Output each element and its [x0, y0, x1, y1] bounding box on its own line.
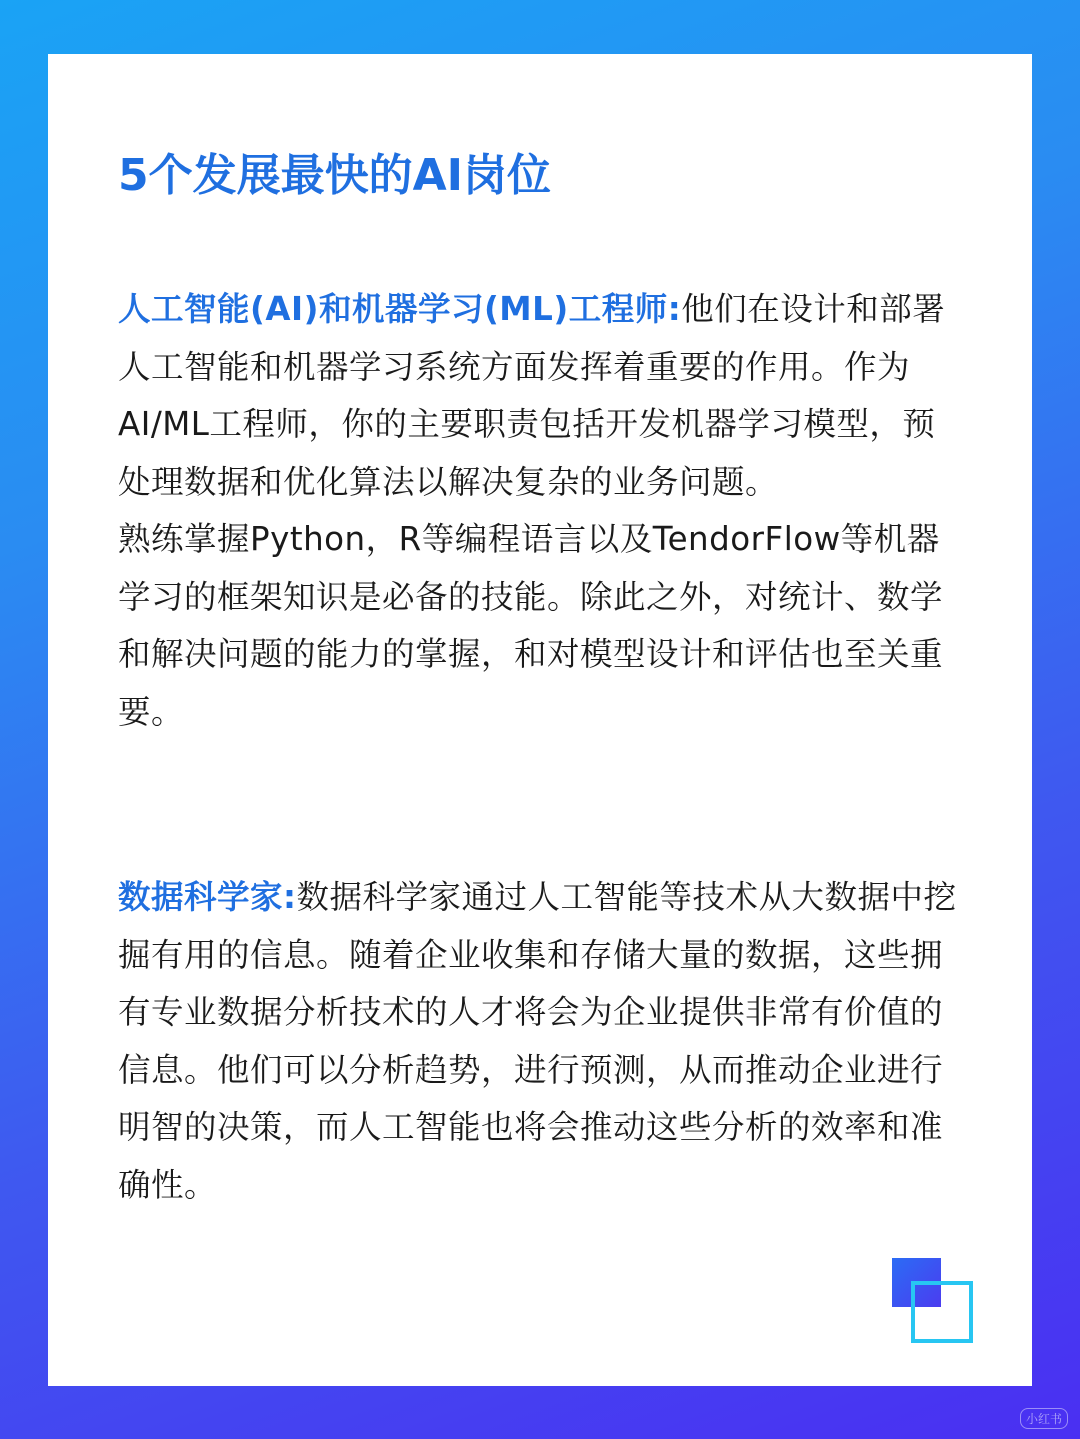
page-title: 5个发展最快的AI岗位 [118, 150, 552, 201]
section-ai-ml-engineer [118, 281, 964, 741]
section-data-scientist [118, 869, 964, 1214]
section-paragraph [118, 281, 964, 511]
outline-square-shape [911, 1281, 973, 1343]
watermark: 小红书 [1020, 1408, 1068, 1429]
section-text: 数据科学家通过人工智能等技术从大数据中挖掘有用的信息。随着企业收集和存储大量的数据，这些拥有专业数据分析技术的人才将会为企业提供非常有价值的信息。他们可以分析趋势，进行预测，从而推动企业进行明智的决策，而人工智能也将会推动这些分析的效率和准确性。 [118, 878, 957, 1204]
section-text: 熟练掌握Python，R等编程语言以及TendorFlow等机器学习的框架知识是必备的技能。除此之外，对统计、数学和解决问题的能力的掌握，和对模型设计和评估也至关重要。 [118, 520, 944, 731]
decorative-squares [892, 1258, 982, 1348]
content-card [48, 54, 1032, 1386]
section-heading: 人工智能(AI)和机器学习(ML)工程师: [118, 290, 682, 328]
section-text: 他们在设计和部署人工智能和机器学习系统方面发挥着重要的作用。作为AI/ML工程师，你的主要职责包括开发机器学习模型，预处理数据和优化算法以解决复杂的业务问题。 [118, 290, 946, 501]
section-paragraph [118, 869, 964, 1214]
section-heading: 数据科学家: [118, 878, 297, 916]
